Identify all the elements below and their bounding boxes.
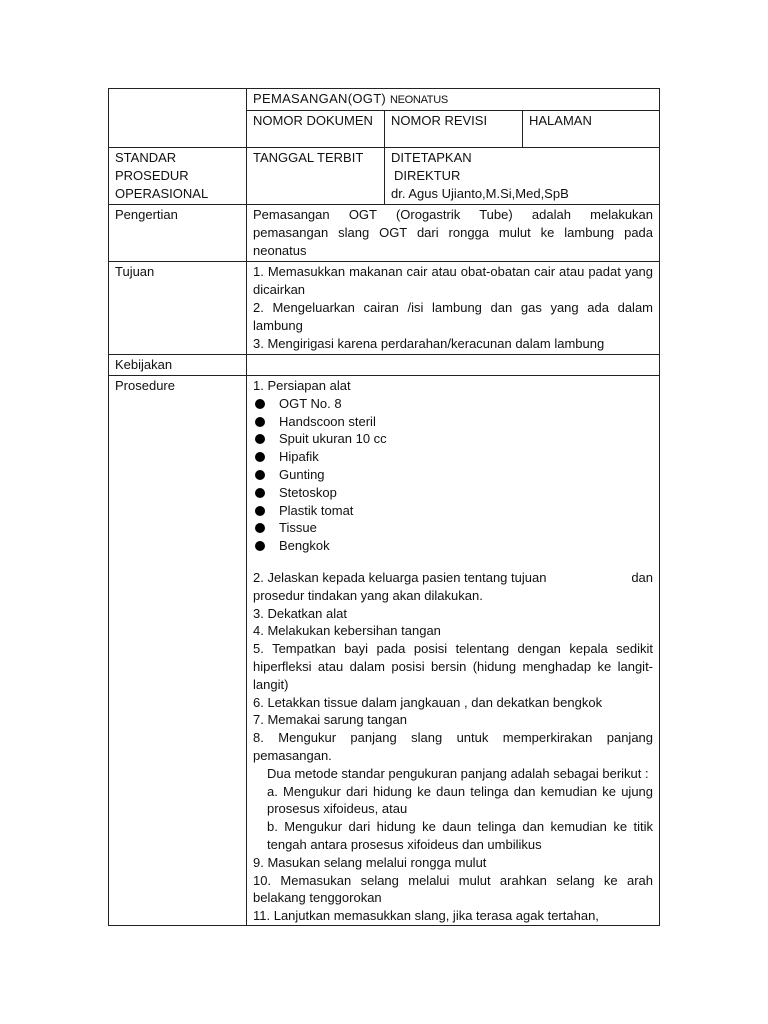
- prosedure-content: [247, 376, 660, 926]
- title-main: PEMASANGAN(OGT): [253, 91, 387, 106]
- kebijakan-text: [247, 355, 660, 376]
- alat-item: Tissue: [253, 519, 653, 537]
- prosedure-step: 9. Masukan selang melalui rongga mulut: [253, 854, 487, 870]
- step2-text: 2. Jelaskan kepada keluarga pasien tentang tujuan: [253, 569, 547, 585]
- prosedure-step: 3. Dekatkan alat: [253, 605, 347, 621]
- pengertian-label: Pengertian: [109, 205, 247, 262]
- alat-item: Hipafik: [253, 448, 653, 466]
- sop-label-line-2: PROSEDUR: [115, 168, 189, 183]
- prosedure-step: 6. Letakkan tissue dalam jangkauan , dan dekatkan bengkok: [253, 694, 603, 710]
- prosedure-step: 5. Tempatkan bayi pada posisi telentang dengan kepala sedikit hiperfleksi atau dalam posisi bersin (hidung menghadap ke langit-langit): [253, 641, 654, 692]
- step2-dan: dan: [631, 569, 654, 585]
- prosedure-step: 11. Lanjutkan memasukkan slang, jika terasa agak tertahan,: [253, 908, 599, 924]
- sop-label-line-1: STANDAR: [115, 150, 177, 165]
- alat-item: Gunting: [253, 466, 653, 484]
- nomor-revisi-label: NOMOR REVISI: [385, 111, 523, 148]
- alat-item: Handscoon steril: [253, 413, 653, 431]
- sop-table: [108, 88, 660, 926]
- prosedure-substep: b. Mengukur dari hidung ke daun telinga dan kemudian ke titik tengah antara prosesus xifoideus dan umbilikus: [267, 819, 654, 852]
- sop-label: [109, 148, 247, 205]
- ditetapkan-cell: [385, 148, 660, 205]
- alat-item: Stetoskop: [253, 484, 653, 502]
- prosedure-step: 10. Memasukan selang melalui mulut arahkan selang ke arah belakang tenggorokan: [253, 872, 654, 906]
- tujuan-item: 3. Mengirigasi karena perdarahan/keracunan dalam lambung: [253, 336, 605, 351]
- alat-item: Bengkok: [253, 537, 653, 555]
- pengertian-text: Pemasangan OGT (Orogastrik Tube) adalah melakukan pemasangan slang OGT dari rongga mulut ke lambung pada neonatus: [247, 205, 660, 262]
- prosedure-step-2: [253, 569, 653, 587]
- alat-item: OGT No. 8: [253, 395, 653, 413]
- prosedure-step: 8. Mengukur panjang slang untuk memperkirakan panjang pemasangan.: [253, 730, 654, 763]
- prosedure-step: 7. Memakai sarung tangan: [253, 712, 407, 728]
- halaman-label: HALAMAN: [523, 111, 660, 148]
- tujuan-list: [247, 262, 660, 355]
- kebijakan-label: Kebijakan: [109, 355, 247, 376]
- alat-item: Spuit ukuran 10 cc: [253, 430, 653, 448]
- prosedure-step: 1. Persiapan alat: [253, 378, 351, 393]
- prosedure-step: 4. Melakukan kebersihan tangan: [253, 623, 441, 639]
- tujuan-label: Tujuan: [109, 262, 247, 355]
- ditetapkan-label: DITETAPKAN: [391, 150, 472, 165]
- prosedure-substep: a. Mengukur dari hidung ke daun telinga dan kemudian ke ujung prosesus xifoideus, atau: [267, 783, 654, 817]
- prosedure-step-note: Dua metode standar pengukuran panjang adalah sebagai berikut :: [267, 765, 649, 781]
- alat-item: Plastik tomat: [253, 502, 653, 520]
- tujuan-item: 2. Mengeluarkan cairan /isi lambung dan gas yang ada dalam lambung: [253, 300, 654, 333]
- document-title: [247, 89, 660, 111]
- spacer: [253, 555, 653, 569]
- direktur-label: DIREKTUR: [394, 168, 461, 183]
- logo-cell: [109, 89, 247, 148]
- prosedure-label: Prosedure: [109, 376, 247, 926]
- sop-label-line-3: OPERASIONAL: [115, 186, 209, 201]
- nomor-dokumen-label: NOMOR DOKUMEN: [247, 111, 385, 148]
- tujuan-item: 1. Memasukkan makanan cair atau obat-obatan cair atau padat yang dicairkan: [253, 264, 654, 297]
- direktur-name: dr. Agus Ujianto,M.Si,Med,SpB: [391, 186, 569, 201]
- title-small: NEONATUS: [390, 94, 448, 106]
- alat-list: [253, 395, 653, 555]
- tanggal-terbit-label: TANGGAL TERBIT: [247, 148, 385, 205]
- prosedure-step-2-cont: prosedur tindakan yang akan dilakukan.: [253, 587, 483, 603]
